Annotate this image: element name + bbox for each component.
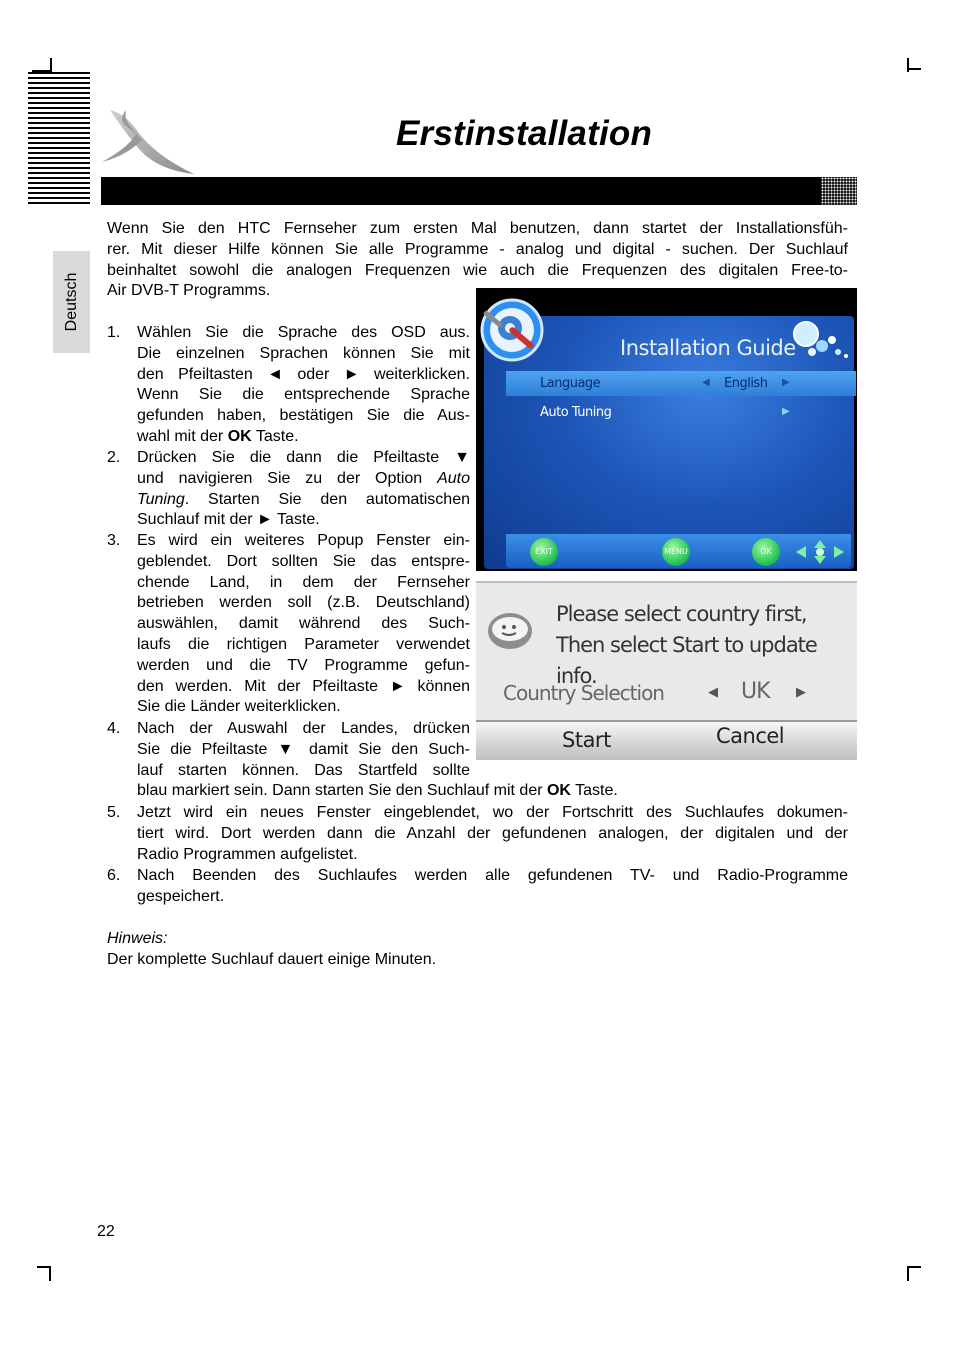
step-number: 1. [107,324,121,341]
tv-menu-row-auto-tuning[interactable] [506,400,856,425]
option-name: Auto [437,469,470,487]
title-bar-dot-pattern [821,177,857,205]
step-line: Suchlauf mit der ► Taste. [137,511,320,529]
tv-installation-guide-screenshot [476,288,857,571]
country-selection-field[interactable] [476,677,857,713]
step-line: auswählen, damit während des Such- [137,615,470,633]
step-line: Sie die Länder weiterklicken. [137,698,341,716]
option-name: Tuning [137,490,185,508]
cancel-button[interactable]: Cancel [716,724,785,748]
note-text: Der komplette Suchlauf dauert einige Minuten. [107,951,437,968]
smiley-icon [486,609,534,651]
step-line: den Pfeiltasten ◄ oder ► weiterklicken. [137,365,470,383]
brand-x-logo [96,104,196,178]
crop-mark-tl-v [50,58,52,72]
step-line: tiert wird. Dort werden dann die Anzahl der gefundenen analogen, der digitalen und der [137,824,848,842]
step-line [137,427,470,448]
step-line: den werden. Mit der Pfeiltaste ► können [137,677,470,695]
tv-menu-row-language[interactable] [506,371,856,396]
step-line [137,490,470,511]
country-selection-dialog-screenshot [476,581,857,760]
tv-menu-title: Installation Guide [620,336,796,360]
language-tab-label: Deutsch [62,272,80,332]
step-line: laufs die richtigen Parameter verwendet [137,635,470,653]
step-line: Sie die Pfeiltaste ▼ damit Sie den Such- [137,740,470,758]
navigation-arrows-icon [792,538,848,566]
step-line: chende Land, in dem der Fernseher [137,573,470,591]
tv-menu-row-label: Language [540,376,601,391]
dialog-message-line: Please select country first, [556,602,807,626]
text-run: blau markiert sein. Dann starten Sie den Suchlauf mit der [137,782,547,800]
step-line: Nach der Auswahl der Landes, drücken [137,720,470,737]
header-stripes [28,72,90,204]
bubbles-icon [792,318,856,366]
page-number: 22 [97,1223,115,1240]
step-line: Jetzt wird ein neues Fenster eingeblendet, wo der Fortschritt des Suchlaufes dokumen- [137,804,848,821]
step-line: Es wird ein weiteres Popup Fenster ein- [137,532,470,549]
intro-line: rer. Mit dieser Hilfe können Sie alle Programme - analog und digital - suchen. Der Suchlauf [107,240,848,258]
crop-mark-br-v [907,1266,909,1281]
text-run: Taste. [251,427,299,445]
exit-button[interactable]: EXIT [530,538,558,566]
step-line [137,781,618,802]
crop-mark-br-h [907,1266,921,1268]
step-line: Wenn Sie die entsprechende Sprache [137,386,470,404]
step-line: gespeichert. [137,887,225,905]
step-number: 2. [107,449,121,466]
text-run: und navigieren Sie zu der Option [137,469,438,487]
step-line: gefunden haben, bestätigen Sie die Aus- [137,407,470,425]
crop-mark-bl-v [49,1266,51,1281]
menu-button[interactable]: MENU [662,538,690,566]
language-tab [53,251,90,353]
crop-mark-tr-h [907,68,921,70]
arrow-right-icon: ▶ [782,377,790,388]
dialog-message-line: Then select Start to update info. [556,633,817,688]
step-line: Drücken Sie die dann die Pfeiltaste ▼ [137,449,470,466]
country-selection-label: Country Selection [503,681,664,705]
tv-menu-row-label: Auto Tuning [540,405,612,420]
ok-key-label: OK [546,782,571,800]
arrow-left-icon: ◀ [702,377,710,388]
step-line: Wählen Sie die Sprache des OSD aus. [137,324,470,341]
settings-tool-icon [476,296,552,362]
dialog-button-bar [476,720,857,760]
intro-line: Air DVB-T Programms. [107,282,271,300]
step-line [137,469,470,490]
intro-line: Wenn Sie den HTC Fernseher zum ersten Mal benutzen, dann startet der Installationsfüh- [107,220,848,237]
step-line: lauf starten können. Das Startfeld sollte [137,761,470,779]
step-line: Nach Beenden des Suchlaufes werden alle gefundenen TV- und Radio-Programme [137,867,848,884]
step-line: Radio Programmen aufgelistet. [137,845,358,863]
ok-key-label: OK [227,427,252,445]
start-button[interactable]: Start [562,728,611,752]
step-line: Die einzelnen Sprachen können Sie mit [137,344,470,362]
step-line: geblendet. Dort sollten Sie das entspre- [137,552,470,570]
arrow-right-icon: ▶ [782,406,790,417]
tv-menu-row-value: English [724,376,768,391]
title-bar [101,177,857,205]
text-run: . Starten Sie den automatischen [184,490,470,508]
intro-line: beinhaltet sowohl die analogen Frequenzen wie auch die Frequenzen des digitalen Free-to- [107,261,848,279]
tv-button-bar [506,534,851,568]
step-line: werden und die TV Programme gefun- [137,656,470,674]
text-run: Taste. [570,782,618,800]
ok-button[interactable]: OK [752,538,780,566]
arrow-right-icon[interactable]: ▶ [796,685,805,700]
text-run: wahl mit der [137,427,228,445]
step-number: 5. [107,804,121,821]
arrow-left-icon[interactable]: ◀ [708,685,717,700]
note-label: Hinweis: [107,930,168,947]
country-selection-value: UK [741,679,770,704]
step-number: 4. [107,720,121,737]
step-line: betrieben werden soll (z.B. Deutschland) [137,594,470,612]
page-title: Erstinstallation [396,114,653,153]
step-number: 6. [107,867,121,884]
step-number: 3. [107,532,121,549]
